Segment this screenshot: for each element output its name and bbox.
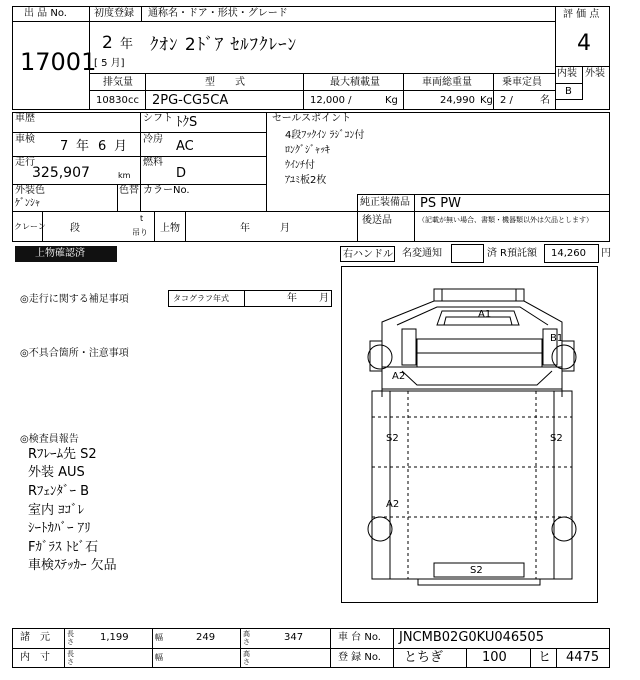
upper-year: 年 <box>240 223 250 234</box>
chassis-no: JNCMB02G0KU046505 <box>399 630 544 645</box>
model-name: ｸｵﾝ 2ﾄﾞｱ ｾﾙﾌｸﾚｰﾝ <box>150 35 298 55</box>
recycle-amount: 14,260 <box>551 248 586 259</box>
crane-t: t <box>140 214 144 223</box>
recycle-prefix: 済 <box>487 248 497 259</box>
mark-a2-bottom: A2 <box>386 499 400 510</box>
tachograph-box <box>168 290 332 307</box>
inspection-month: 6 <box>98 139 107 154</box>
crane-dan: 段 <box>70 223 80 234</box>
inspector-line-4: 室内 ﾖｺﾞﾚ <box>28 503 85 518</box>
spec-div-3 <box>403 73 404 110</box>
displacement: 10830 <box>96 95 128 106</box>
genuine: PS PW <box>420 196 461 211</box>
recycle-yen: 円 <box>601 248 611 259</box>
interior-grade-box <box>555 83 583 100</box>
fuel: D <box>176 166 187 181</box>
gross-weight: 24,990 <box>440 95 475 106</box>
shift: ﾄｸS <box>176 115 198 130</box>
model-header-cell <box>142 6 555 22</box>
inspection-year: 7 <box>60 139 69 154</box>
km-unit: km <box>118 171 131 180</box>
max-load: 12,000 / <box>310 95 352 106</box>
chassis-label: 車 台 No. <box>338 632 381 643</box>
reg-label: 登 録 No. <box>338 652 381 663</box>
right-hand-box <box>340 246 395 262</box>
first-reg-month: [ 5 月] <box>94 58 125 69</box>
footer-vdiv-3 <box>240 628 241 668</box>
first-reg-label: 初度登録 <box>94 8 134 19</box>
sales-point-3: ｳｲﾝﾁ付 <box>285 160 315 171</box>
mark-s2-right: S2 <box>550 433 563 444</box>
details-mid-div <box>140 112 141 211</box>
capacity-unit: 名 <box>540 95 550 106</box>
color-change-label: 色替 <box>119 185 139 196</box>
confirm-badge <box>15 246 117 262</box>
sales-point-1: 4段ﾌｯｸｲﾝ ﾗｼﾞｺﾝ付 <box>285 130 365 141</box>
lot-no-label: 出 品 No. <box>24 8 67 19</box>
tacho-month: 月 <box>319 293 329 304</box>
defects-label: ◎不具合箇所・注意事項 <box>20 348 129 359</box>
row-div-1 <box>12 132 267 133</box>
color-label: 外装色 <box>15 185 45 196</box>
lot-no-cell <box>12 22 97 110</box>
specs-header <box>90 73 555 91</box>
crane-tsuri: 吊り <box>132 228 148 237</box>
in-length-label: 長さ <box>67 650 74 666</box>
crane-label: クレーン <box>14 222 46 231</box>
sales-points-label: セールスポイント <box>272 113 352 124</box>
footer-vdiv-5 <box>393 628 394 668</box>
lot-no-label-cell <box>12 6 90 22</box>
spec-div-2 <box>303 73 304 110</box>
equip-vdiv <box>414 194 415 242</box>
reg-div-3 <box>556 648 557 668</box>
inspector-line-3: Rﾌｪﾝﾀﾞｰ B <box>28 484 90 499</box>
footer-vdiv-2 <box>152 628 153 668</box>
color: ｹﾞﾝｼｬ <box>15 198 40 209</box>
reg-div-2 <box>530 648 531 668</box>
inspector-line-1: Rﾌﾚｰﾑ先 S2 <box>28 447 97 462</box>
first-reg-year-unit: 年 <box>120 37 134 52</box>
footer-vdiv-4 <box>330 628 331 668</box>
row-div-3 <box>12 184 267 185</box>
footer-hdiv <box>12 648 610 649</box>
model-code-label: 型 式 <box>205 77 245 88</box>
ac-label: 冷房 <box>143 134 163 145</box>
spec-div-1 <box>145 73 146 110</box>
rating: 4 <box>577 31 591 56</box>
tacho-year: 年 <box>287 293 297 304</box>
mark-a2-top: A2 <box>392 371 406 382</box>
footer-vdiv-1 <box>64 628 65 668</box>
upper-div2 <box>185 211 186 242</box>
reg-area: とちぎ <box>404 650 444 665</box>
lot-no: 17001 <box>20 48 97 76</box>
first-reg-year: 2 <box>102 33 113 53</box>
displacement-unit: cc <box>128 95 139 106</box>
sales-point-2: ﾛﾝｸﾞｼﾞｬｯｷ <box>285 145 330 156</box>
rating-split <box>582 66 583 83</box>
interior-grade: B <box>565 86 572 97</box>
mileage: 325,907 <box>32 165 90 181</box>
aftermarket-label: 後送品 <box>362 215 392 226</box>
damage-diagram-frame <box>341 266 598 603</box>
gross-weight-label: 車両総重量 <box>422 77 472 88</box>
genuine-label: 純正装備品 <box>360 197 410 208</box>
width-label: 幅 <box>155 633 163 642</box>
width: 249 <box>196 632 216 643</box>
aftermarket-note: （記載が無い場合、書類・機器類以外は欠品とします） <box>418 216 593 224</box>
recycle-box <box>544 244 599 263</box>
length: 1,199 <box>100 632 129 643</box>
upper-month: 月 <box>280 223 290 234</box>
ac: AC <box>176 139 194 154</box>
dims-label: 諸 元 <box>20 632 50 643</box>
mark-a1: A1 <box>478 309 492 320</box>
tachograph-label: タコグラフ年式 <box>173 294 229 303</box>
capacity: 2 / <box>500 95 513 106</box>
height: 347 <box>284 632 304 643</box>
rating-label: 評 価 点 <box>563 9 600 20</box>
reg-class: 100 <box>482 650 507 665</box>
history-label: 車歴 <box>15 113 35 124</box>
spec-div-4 <box>493 73 494 110</box>
height-label: 高さ <box>243 630 250 646</box>
gross-weight-unit: Kg <box>480 95 493 106</box>
mileage-label: 走行 <box>15 157 35 168</box>
reg-div-1 <box>466 648 467 668</box>
model-header: 通称名・ドア・形状・グレード <box>148 8 288 19</box>
recycle-label: R預託額 <box>500 248 537 259</box>
name-change-label: 名変通知 <box>402 248 442 259</box>
inspection-month-unit: 月 <box>114 139 128 154</box>
equip-div <box>357 211 610 212</box>
max-load-unit: Kg <box>385 95 398 106</box>
inspector-line-5: ｼｰﾄｶﾊﾞｰ ｱﾘ <box>28 521 91 536</box>
inspector-line-7: 車検ｽﾃｯｶｰ 欠品 <box>28 558 117 573</box>
inspection-label: 車検 <box>15 134 35 145</box>
interior-dims-label: 内 寸 <box>20 652 50 663</box>
right-hand-label: 右ハンドル <box>343 249 393 260</box>
mark-b1: B1 <box>550 333 564 344</box>
mark-s2-left: S2 <box>386 433 399 444</box>
inspector-label: ◎検査員報告 <box>20 434 79 445</box>
row-div-2 <box>12 156 267 157</box>
reg-kana: ヒ <box>538 650 552 665</box>
fuel-label: 燃料 <box>143 157 163 168</box>
reg-number: 4475 <box>566 650 600 665</box>
confirm-badge-text: 上物確認済 <box>35 248 85 259</box>
exterior-label: 外装 <box>585 68 605 79</box>
capacity-label: 乗車定員 <box>502 77 542 88</box>
name-change-box <box>451 244 484 263</box>
displacement-label: 排気量 <box>103 77 133 88</box>
interior-label: 内装 <box>557 68 577 79</box>
inspector-line-6: Fｶﾞﾗｽ ﾄﾋﾞ石 <box>28 540 99 555</box>
color-div <box>117 184 118 211</box>
inspector-line-2: 外装 AUS <box>28 465 85 480</box>
first-reg-label-cell <box>90 6 142 22</box>
inspection-year-unit: 年 <box>76 139 90 154</box>
driving-notes-label: ◎走行に関する補足事項 <box>20 294 129 305</box>
upper-label: 上物 <box>160 223 180 234</box>
sales-point-4: ｱﾕﾐ板2枚 <box>285 175 327 186</box>
model-code: 2PG-CG5CA <box>152 93 229 108</box>
max-load-label: 最大積載量 <box>330 77 380 88</box>
length-label: 長さ <box>67 630 74 646</box>
color-no-label: カラーNo. <box>143 185 190 196</box>
in-height-label: 高さ <box>243 650 250 666</box>
in-width-label: 幅 <box>155 653 163 662</box>
shift-label: シフト <box>143 113 173 124</box>
mark-s2-bottom: S2 <box>470 565 483 576</box>
upper-div <box>154 211 155 242</box>
